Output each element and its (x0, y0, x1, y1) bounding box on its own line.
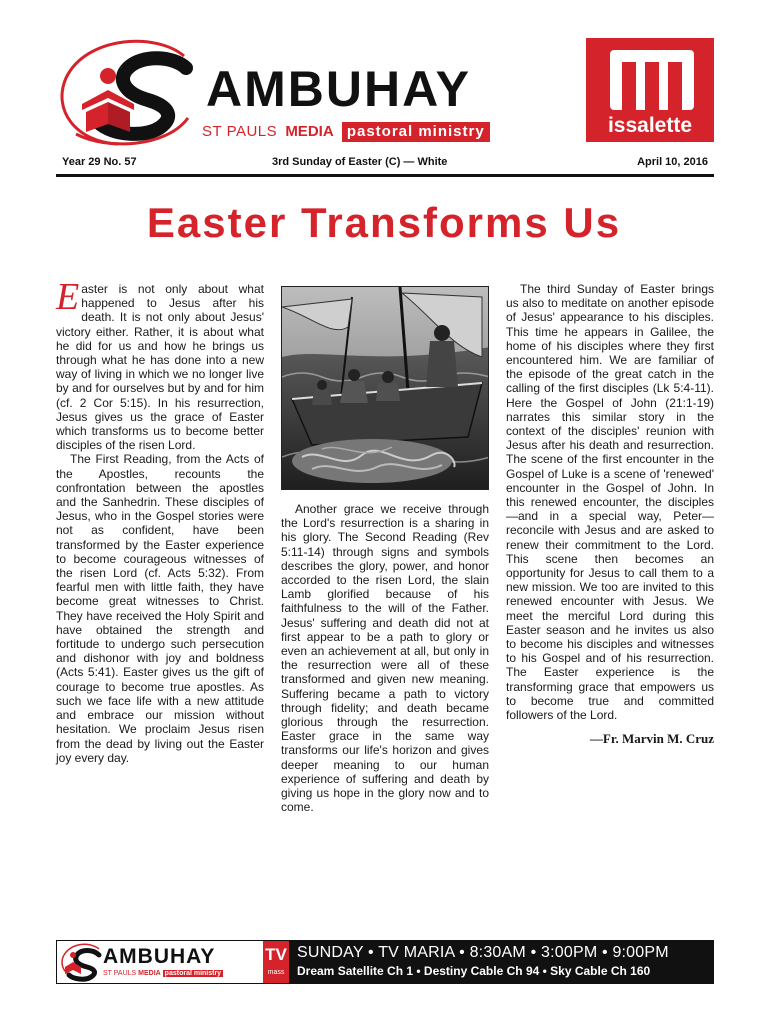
fishing-boat-image-icon (282, 287, 489, 490)
paragraph-text: aster is not only about what happened to Jesus after his death. It is not only about Jesus' victory either. Rather, it is about what he did for us and how he brings us through what he has done into a new way of living in which we no longer live by and for ourselves but by and for him (cf. 2 Cor 5:15). In his resurrection, Jesus gives us the grace of Easter which transforms us to become better disciples of the risen Lord. (56, 282, 264, 453)
article-column-1 (56, 276, 264, 765)
article-column-3 (506, 282, 714, 747)
footer-brand-name: AMBUHAY (103, 945, 216, 968)
publisher-line (202, 124, 490, 139)
broadcast-channels: Dream Satellite Ch 1 • Destiny Cable Ch 94 • Sky Cable Ch 160 (297, 964, 651, 978)
missalette-badge (586, 38, 714, 142)
publisher-ministry: pastoral ministry (342, 122, 490, 142)
masthead-divider (56, 174, 714, 177)
article-paragraph (56, 276, 264, 453)
publisher-media: MEDIA (285, 123, 334, 140)
footer-logo (57, 941, 267, 983)
tv-mass-badge (263, 941, 289, 983)
footer-publisher-media: MEDIA (138, 970, 161, 977)
missalette-m-icon (604, 36, 700, 110)
broadcast-info (289, 941, 713, 983)
missalette-label: issalette (607, 114, 693, 137)
sambuhay-small-logo-icon (59, 941, 105, 983)
brand-name: AMBUHAY (206, 61, 471, 117)
mass-label: mass (267, 969, 285, 976)
footer-publisher-line (103, 970, 223, 977)
article-paragraph: The First Reading, from the Acts of the Apostles, recounts the confrontation between the apostles and the Sanhedrin. These disciples of Jesus, who in the Gospel stories were not as confident, have been transformed by the Easter experience to become courageous witnesses of the risen Lord (cf. Acts 5:32). From fearful men with little faith, they have become great witnesses to Christ. They have received the Holy Spirit and have obtained the strength and fortitude to undergo such persecution and dishonor with joy and boldness (Acts 5:41). Easter gives us the gift of courage to become true apostles. As such we face life with a new attitude and embrace our mission without hesitation. We proclaim Jesus risen from the dead by living out the Easter joy every day. (56, 452, 264, 765)
boat-illustration (281, 286, 489, 490)
sambuhay-logo-icon (56, 38, 206, 150)
article-paragraph: The third Sunday of Easter brings us also to meditate on another episode of Jesus' appearance to his disciples. This time he appears in Galilee, the home of his disciples where they first encountered him. We are familiar of the episode of the great catch in the calling of the first disciples (Lk 5:4-11). Here the Gospel of John (21:1-19) narrates this similar story in the context of the disciples' reunion with Jesus after his death and resurrection. The scene of the first encounter in the Gospel of Luke is a scene of 'renewed' encounter in the Gospel of John. In this renewed encounter, the disciples—and in a special way, Peter—reconcile with Jesus and are asked to renew their commitment to the Lord. This scene then becomes an opportunity for Jesus to call them to a new mission. We too are invited to this renewed encounter with Jesus. We meet the merciful Lord during this Easter season and he invites us also to become his disciples and witnesses to his Gospel and of his resurrection. The Easter experience is the transforming grace that empowers us to become true and committed followers of the Lord. (506, 282, 714, 723)
article-headline: Easter Transforms Us (146, 199, 622, 246)
issue-date: April 10, 2016 (637, 156, 708, 168)
tv-mass-banner (56, 940, 714, 984)
footer-publisher-ministry: pastoral ministry (164, 970, 222, 977)
masthead (56, 38, 716, 150)
broadcast-schedule: SUNDAY • TV MARIA • 8:30AM • 3:00PM • 9:00PM (297, 944, 669, 961)
footer-publisher-name: ST PAULS (103, 970, 137, 977)
tv-label: TV (265, 945, 287, 964)
liturgical-day: 3rd Sunday of Easter (C) — White (272, 156, 448, 168)
author-signature: —Fr. Marvin M. Cruz (589, 731, 714, 747)
publisher-name: ST PAULS (202, 123, 278, 140)
issue-number: Year 29 No. 57 (62, 156, 137, 168)
issue-info (62, 156, 708, 172)
article-paragraph: Another grace we receive through the Lord's resurrection is a sharing in his glory. The Second Reading (Rev 5:11-14) through signs and symbols describes the glory, power, and honor accorded to the risen Lord, the slain Lamb glorified because of his faithfulness to the will of the Father. Jesus' suffering and death did not at first appear to be a path to glory or even an achievement at all, but only in the resurrection were all of these transformed and given new meaning. Suffering became a path to victory through fidelity; and death became glorious through the resurrection. Easter grace in the same way transforms our life's horizon and gives deeper meaning to our human experience of suffering and death by giving us hope in the glory now and to come. (281, 502, 489, 815)
article-column-2 (281, 502, 489, 814)
drop-cap: E (56, 276, 80, 318)
